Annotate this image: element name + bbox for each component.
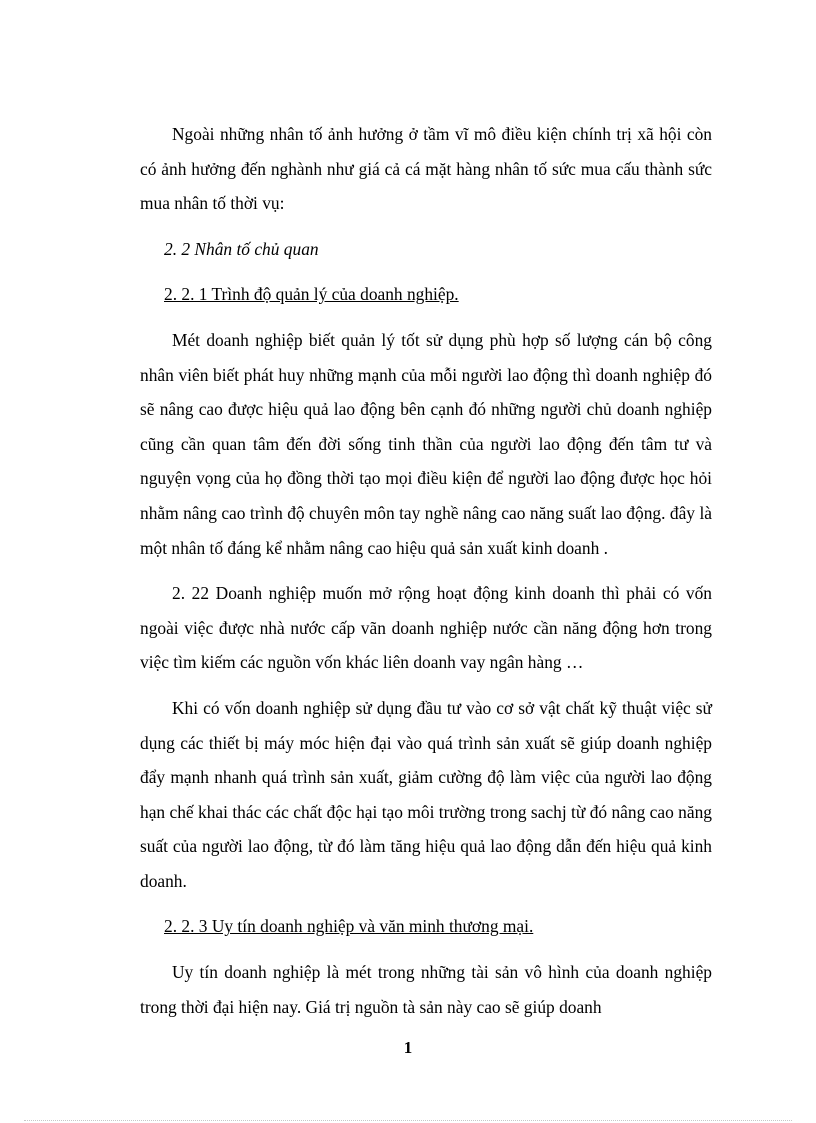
document-body — [140, 117, 712, 1035]
paragraph-capital: 2. 22 Doanh nghiệp muốn mở rộng hoạt động kinh doanh thì phải có vốn ngoài việc được nhà nước cấp vãn doanh nghiệp nước cần năng động hơn trong việc tìm kiếm các nguồn vốn khác liên doanh vay ngân hàng … — [140, 583, 712, 673]
paragraph-reputation: Uy tín doanh nghiệp là mét trong những tài sản vô hình của doanh nghiệp trong thời đại hiện nay. Giá trị nguồn tà sản này cao sẽ giúp doanh — [140, 962, 712, 1017]
heading-reputation-text: 2. 2. 3 Uy tín doanh nghiệp và văn minh thương mại. — [164, 916, 534, 937]
page-bottom-divider — [24, 1120, 792, 1121]
heading-management-level — [140, 277, 712, 312]
page-number: 1 — [403, 1038, 413, 1057]
paragraph-management: Mét doanh nghiệp biết quản lý tốt sử dụng phù hợp số lượng cán bộ công nhân viên biết phát huy những mạnh của mỗi người lao động thì doanh nghiệp đó sẽ nâng cao được hiệu quả lao động bên cạnh đó những người chủ doanh nghiệp cũng cần quan tâm đến đời sống tinh thần của người lao động đến tâm tư và nguyện vọng của họ đồng thời tạo mọi điều kiện để người lao động được học hỏi nhằm nâng cao trình độ chuyên môn tay nghề nâng cao năng suất lao động. đây là một nhân tố đáng kể nhằm nâng cao hiệu quả sản xuất kinh doanh . — [140, 329, 712, 558]
paragraph-macro-factors: Ngoài những nhân tố ảnh hưởng ở tầm vĩ mô điều kiện chính trị xã hội còn có ảnh hưởng đến nghành như giá cả cá mặt hàng nhân tố sức mua cấu thành sức mua nhân tố thời vụ: — [140, 124, 712, 214]
heading-management-level-text: 2. 2. 1 Trình độ quản lý của doanh nghiệp. — [164, 284, 459, 305]
heading-reputation — [140, 909, 712, 944]
heading-subjective-factors: 2. 2 Nhân tố chủ quan — [164, 238, 319, 259]
paragraph-investment: Khi có vốn doanh nghiệp sử dụng đầu tư vào cơ sở vật chất kỹ thuật việc sử dụng các thiết bị máy móc hiện đại vào quá trình sản xuất sẽ giúp doanh nghiệp đẩy mạnh nhanh quá trình sản xuất, giảm cường độ làm việc của người lao động hạn chế khai thác các chất độc hại tạo môi trường trong sachj từ đó nâng cao năng suất của người lao động, từ đó làm tăng hiệu quả lao động dẫn đến hiệu quả kinh doanh. — [140, 697, 712, 891]
